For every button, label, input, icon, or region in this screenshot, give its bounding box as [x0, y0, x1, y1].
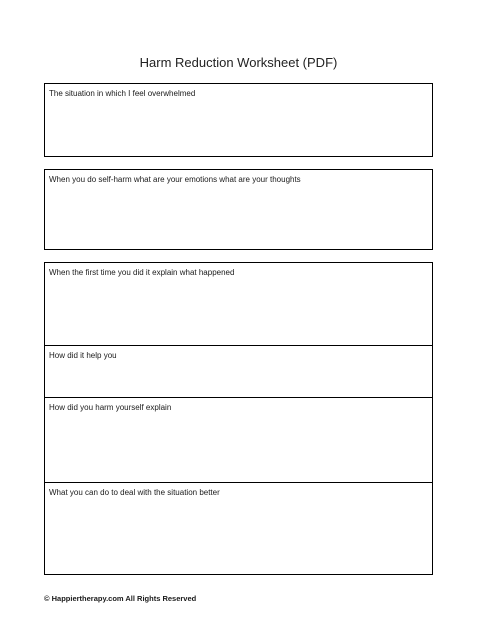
- how-helped-prompt: How did it help you: [49, 351, 117, 360]
- copyright-footer: © Happiertherapy.com All Rights Reserved: [44, 594, 197, 603]
- emotions-thoughts-prompt: When you do self-harm what are your emotions what are your thoughts: [49, 175, 301, 184]
- emotions-thoughts-answer-box[interactable]: [44, 169, 433, 250]
- first-time-answer-box[interactable]: [45, 263, 432, 345]
- page-title: Harm Reduction Worksheet (PDF): [139, 55, 338, 70]
- situation-prompt: The situation in which I feel overwhelmed: [49, 89, 196, 98]
- situation-answer-box[interactable]: [44, 83, 433, 157]
- grouped-questions-box: [44, 262, 433, 575]
- how-harm-prompt: How did you harm yourself explain: [49, 403, 172, 412]
- first-time-prompt: When the first time you did it explain what happened: [49, 268, 235, 277]
- how-harm-answer-box[interactable]: [45, 397, 432, 482]
- how-helped-answer-box[interactable]: [45, 345, 432, 397]
- deal-better-answer-box[interactable]: [45, 482, 432, 575]
- deal-better-prompt: What you can do to deal with the situation better: [49, 488, 220, 497]
